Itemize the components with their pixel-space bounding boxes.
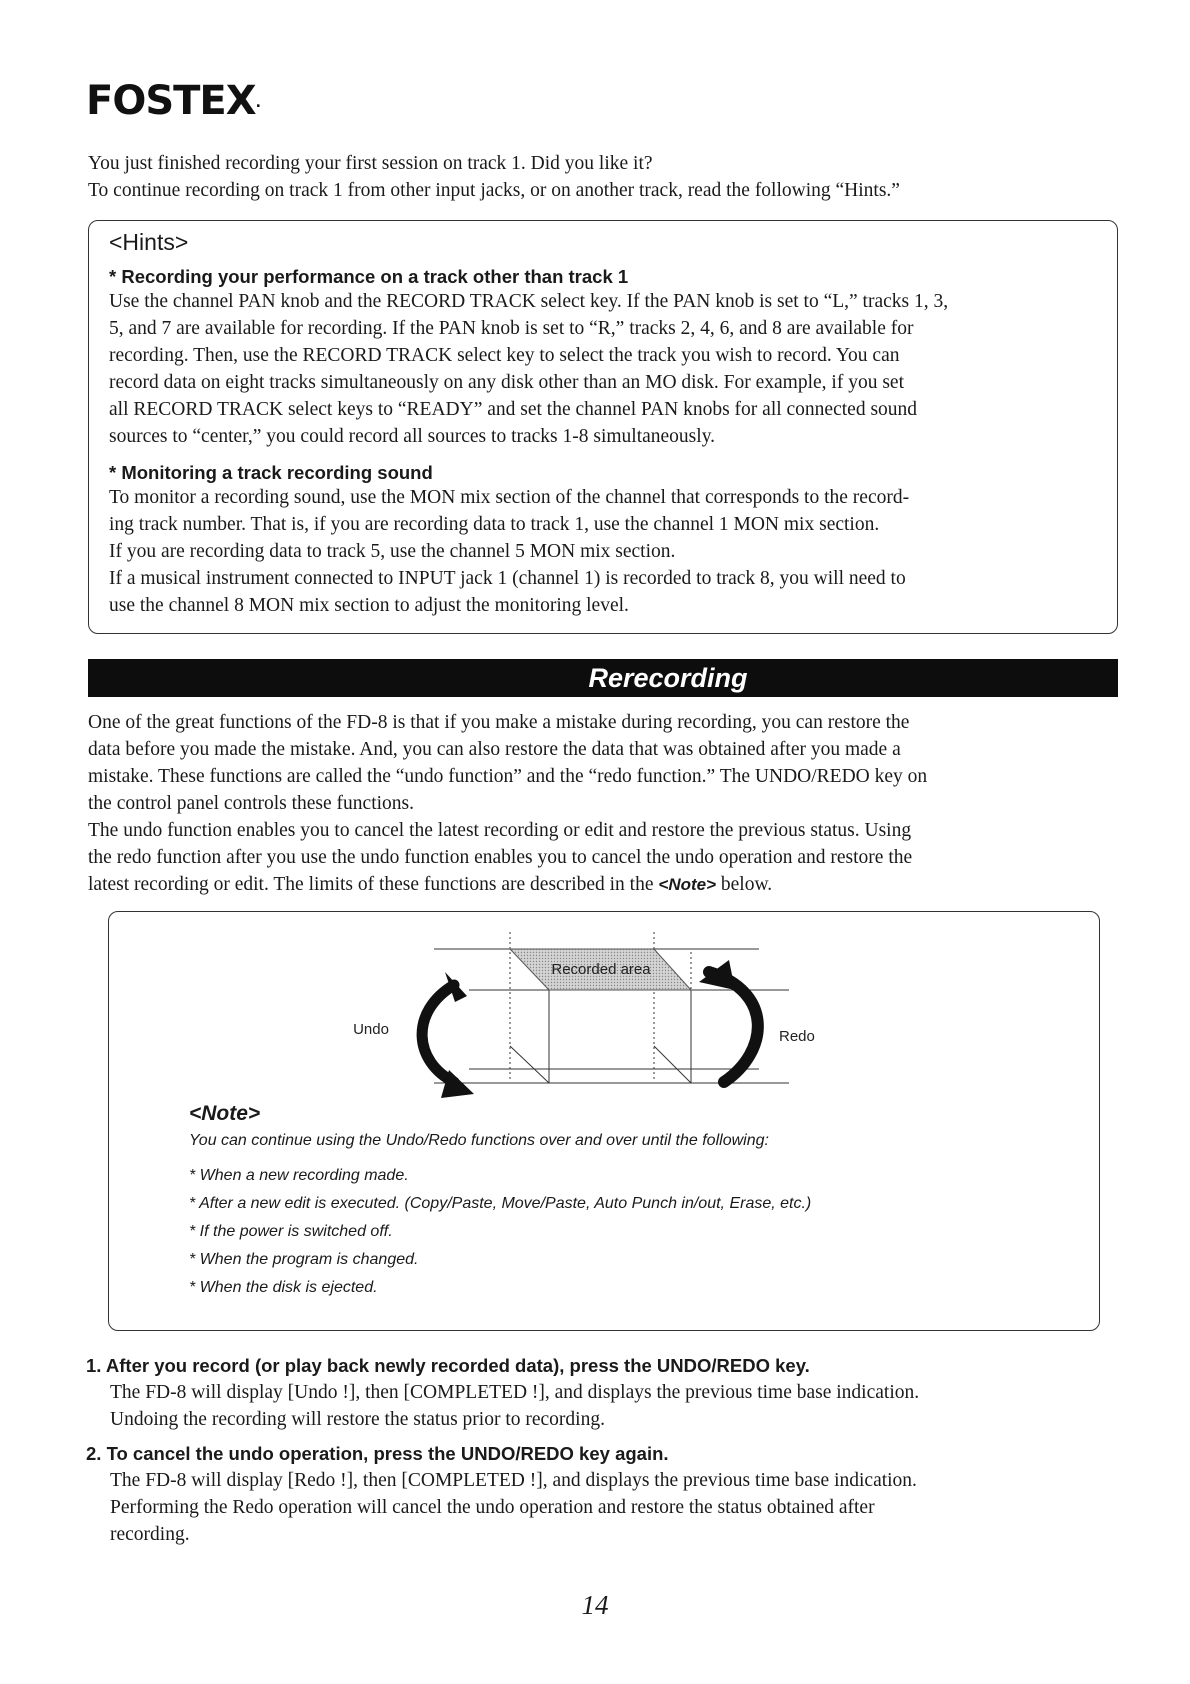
hints-box bbox=[88, 220, 1118, 634]
note-item: * When the program is changed. bbox=[189, 1251, 419, 1268]
body-line bbox=[88, 871, 1123, 898]
redo-label: Redo bbox=[779, 1028, 815, 1045]
page-number: 14 bbox=[581, 1590, 609, 1620]
fostex-logo bbox=[86, 78, 260, 124]
hint-line: sources to “center,” you could record all sources to tracks 1-8 simultaneously. bbox=[109, 426, 716, 447]
hint-line: To monitor a recording sound, use the MON mix section of the channel that corresponds to the record- bbox=[109, 487, 910, 508]
body-line: mistake. These functions are called the “undo function” and the “redo function.” The UNDO/REDO key on bbox=[88, 766, 928, 787]
hint-line: If you are recording data to track 5, use the channel 5 MON mix section. bbox=[109, 541, 676, 562]
note-list bbox=[189, 1162, 1069, 1302]
section-title-bar bbox=[88, 659, 1118, 697]
step-line: Performing the Redo operation will cancel the undo operation and restore the status obtained after bbox=[110, 1497, 875, 1518]
body-line: The undo function enables you to cancel the latest recording or edit and restore the previous status. Using bbox=[88, 820, 912, 841]
body-text-fragment: below. bbox=[716, 874, 773, 895]
hint-line: recording. Then, use the RECORD TRACK select key to select the track you wish to record. You can bbox=[109, 345, 900, 366]
step-line: Undoing the recording will restore the status prior to recording. bbox=[110, 1409, 605, 1430]
hint-body bbox=[109, 288, 1095, 450]
intro-line: To continue recording on track 1 from other input jacks, or on another track, read the following “Hints.” bbox=[88, 180, 900, 201]
step-body bbox=[86, 1467, 1121, 1548]
brand-name: FOSTEX bbox=[86, 78, 256, 124]
hint-heading: * Monitoring a track recording sound bbox=[109, 462, 433, 483]
undo-label: Undo bbox=[353, 1021, 389, 1038]
note-reference: <Note> bbox=[658, 875, 717, 894]
note-text: You can continue using the Undo/Redo functions over and over until the following: bbox=[189, 1132, 769, 1149]
note-title: <Note> bbox=[189, 1102, 261, 1125]
intro-line: You just finished recording your first session on track 1. Did you like it? bbox=[88, 153, 653, 174]
body-line: the control panel controls these functions. bbox=[88, 793, 414, 814]
steps-list bbox=[86, 1355, 1121, 1558]
note-item: * If the power is switched off. bbox=[189, 1223, 393, 1240]
step-2 bbox=[86, 1443, 1121, 1548]
section-title: Rerecording bbox=[588, 662, 748, 693]
step-heading: 2. To cancel the undo operation, press the UNDO/REDO key again. bbox=[86, 1443, 669, 1464]
hint-line: If a musical instrument connected to INPUT jack 1 (channel 1) is recorded to track 8, you will need to bbox=[109, 568, 906, 589]
brand-mark: . bbox=[255, 95, 260, 111]
undo-redo-diagram bbox=[109, 912, 1099, 1102]
undo-redo-box bbox=[108, 911, 1100, 1331]
step-line: The FD-8 will display [Redo !], then [COMPLETED !], and displays the previous time base indication. bbox=[110, 1470, 917, 1491]
step-body bbox=[86, 1379, 1121, 1433]
note-item: * After a new edit is executed. (Copy/Paste, Move/Paste, Auto Punch in/out, Erase, etc.) bbox=[189, 1195, 812, 1212]
note-block bbox=[189, 1102, 1069, 1302]
intro-text bbox=[88, 150, 1138, 204]
hint-line: record data on eight tracks simultaneously on any disk other than an MO disk. For example, if you set bbox=[109, 372, 904, 393]
step-line: The FD-8 will display [Undo !], then [COMPLETED !], and displays the previous time base indication. bbox=[110, 1382, 920, 1403]
hint-line: ing track number. That is, if you are recording data to track 1, use the channel 1 MON mix section. bbox=[109, 514, 880, 535]
undo-arrow-icon bbox=[422, 985, 454, 1082]
rerecording-body bbox=[88, 709, 1123, 898]
body-line: the redo function after you use the undo function enables you to cancel the undo operation and restore the bbox=[88, 847, 913, 868]
body-line: One of the great functions of the FD-8 is that if you make a mistake during recording, you can restore the bbox=[88, 712, 910, 733]
step-heading: 1. After you record (or play back newly recorded data), press the UNDO/REDO key. bbox=[86, 1355, 810, 1376]
hint-line: all RECORD TRACK select keys to “READY” and set the channel PAN knobs for all connected sound bbox=[109, 399, 918, 420]
hint-line: 5, and 7 are available for recording. If the PAN knob is set to “R,” tracks 2, 4, 6, and 8 are available for bbox=[109, 318, 914, 339]
body-line: data before you made the mistake. And, you can also restore the data that was obtained after you made a bbox=[88, 739, 901, 760]
hint-line: Use the channel PAN knob and the RECORD TRACK select key. If the PAN knob is set to “L,” tracks 1, 3, bbox=[109, 291, 949, 312]
step-1 bbox=[86, 1355, 1121, 1433]
hint-line: use the channel 8 MON mix section to adjust the monitoring level. bbox=[109, 595, 629, 616]
hints-title: <Hints> bbox=[109, 229, 189, 255]
recorded-area-label: Recorded area bbox=[551, 961, 651, 978]
body-text-fragment: latest recording or edit. The limits of these functions are described in the bbox=[88, 874, 659, 895]
step-line: recording. bbox=[110, 1524, 190, 1545]
hint-body bbox=[109, 484, 1095, 619]
note-item: * When the disk is ejected. bbox=[189, 1279, 378, 1296]
note-item: * When a new recording made. bbox=[189, 1167, 409, 1184]
hint-heading: * Recording your performance on a track other than track 1 bbox=[109, 266, 629, 287]
